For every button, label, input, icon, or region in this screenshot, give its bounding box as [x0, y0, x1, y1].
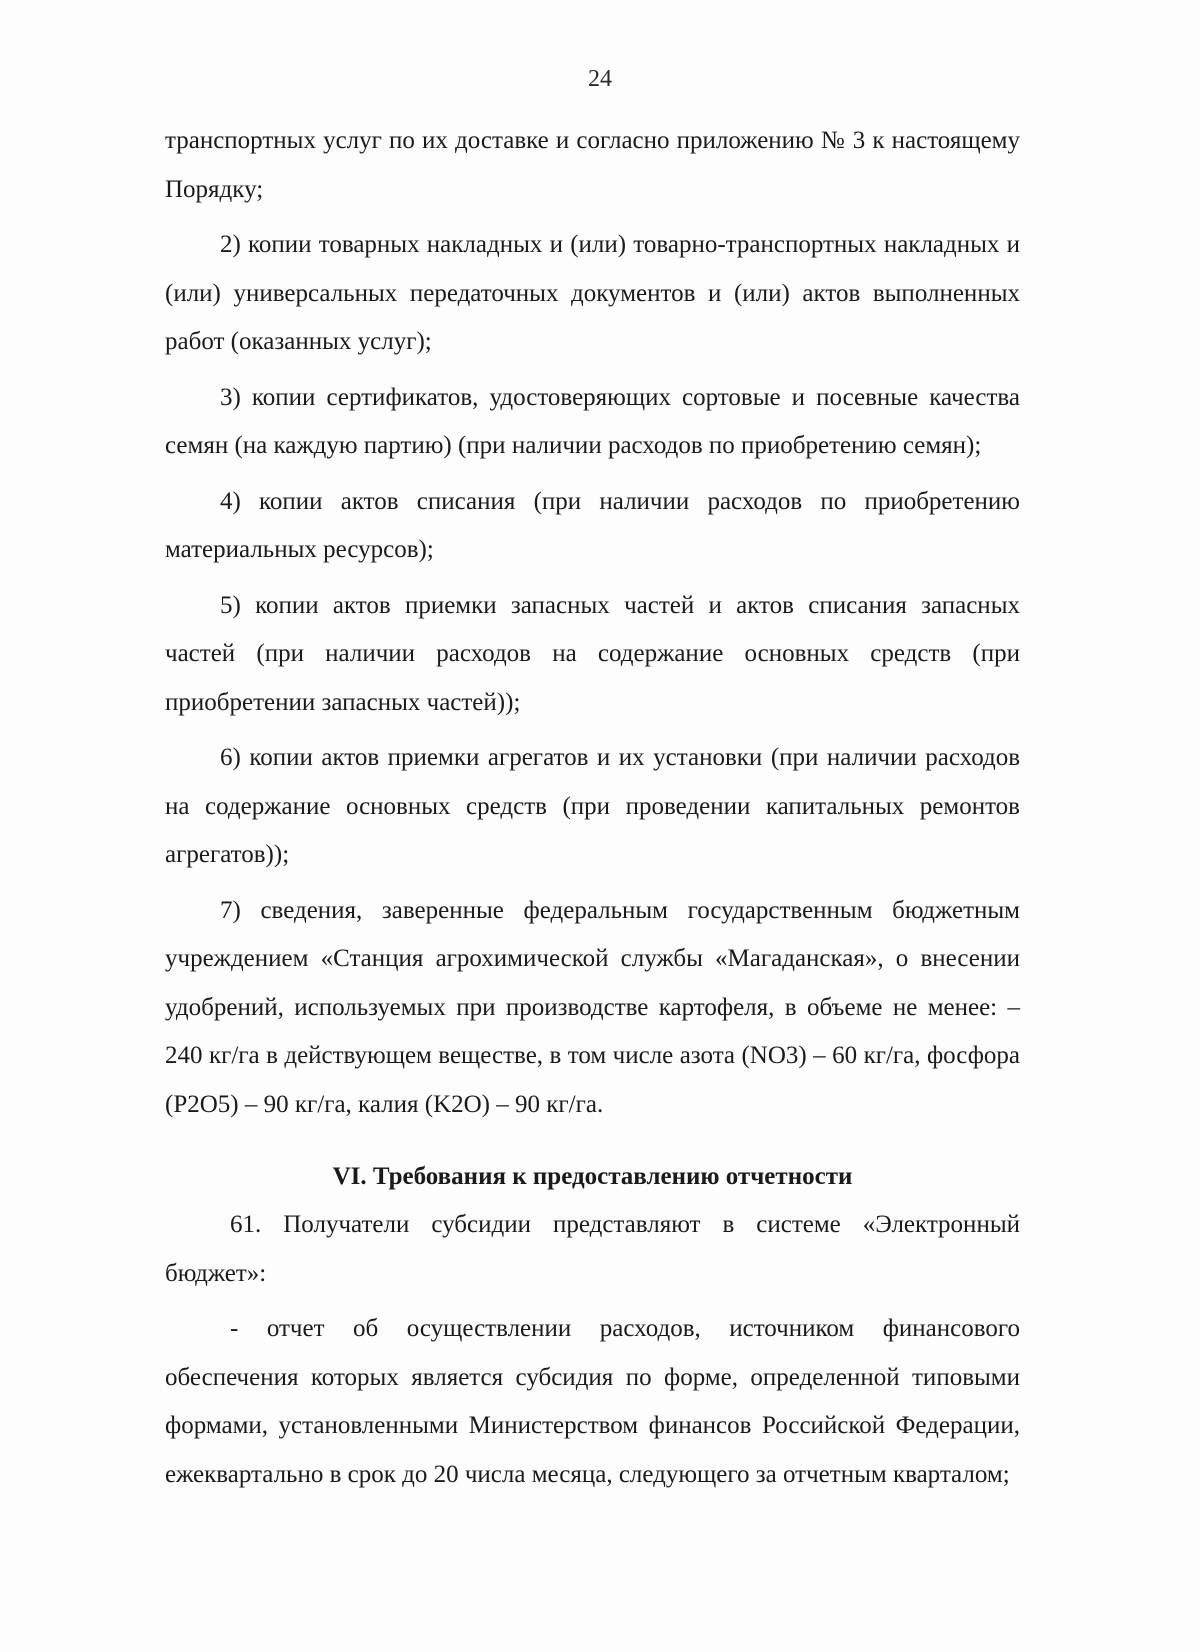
page-number: 24 — [588, 66, 612, 92]
list-item-5: 5) копии актов приемки запасных частей и актов списания запасных частей (при наличии расходов на содержание основных средств (при приобретении запасных частей)); — [165, 591, 1020, 716]
section-heading: VI. Требования к предоставлению отчетности — [332, 1163, 853, 1190]
list-item-6: 6) копии актов приемки агрегатов и их установки (при наличии расходов на содержание основных средств (при проведении капитальных ремонтов агрегатов)); — [165, 744, 1020, 868]
list-item-7: 7) сведения, заверенные федеральным государственным бюджетным учреждением «Станция агрохимической службы «Магаданская», о внесении удобрений, используемых при производстве картофеля, в объеме не менее: – 240 кг/га в действующем веществе, в том числе азота (NO3) – 60 кг/га, фосфора (P2O5) – 90 кг/га, калия (K2O) – 90 кг/га. — [165, 896, 1020, 1118]
list-item-3: 3) копии сертификатов, удостоверяющих сортовые и посевные качества семян (на каждую партию) (при наличии расходов по приобретению семян); — [165, 383, 1020, 459]
document-body — [165, 117, 1020, 1499]
list-item-4: 4) копии актов списания (при наличии расходов по приобретению материальных ресурсов); — [165, 487, 1020, 563]
report-item: - отчет об осуществлении расходов, источником финансового обеспечения которых является субсидия по форме, определенной типовыми формами, установленными Министерством финансов Российской Федерации, ежеквартально в срок до 20 числа месяца, следующего за отчетным кварталом; — [165, 1315, 1020, 1488]
clause-61: 61. Получатели субсидии представляют в системе «Электронный бюджет»: — [165, 1211, 1020, 1287]
list-item-2: 2) копии товарных накладных и (или) товарно-транспортных накладных и (или) универсальных передаточных документов и (или) актов выполненных работ (оказанных услуг); — [165, 231, 1020, 355]
paragraph-continuation: транспортных услуг по их доставке и согласно приложению № 3 к настоящему Порядку; — [165, 127, 1020, 203]
